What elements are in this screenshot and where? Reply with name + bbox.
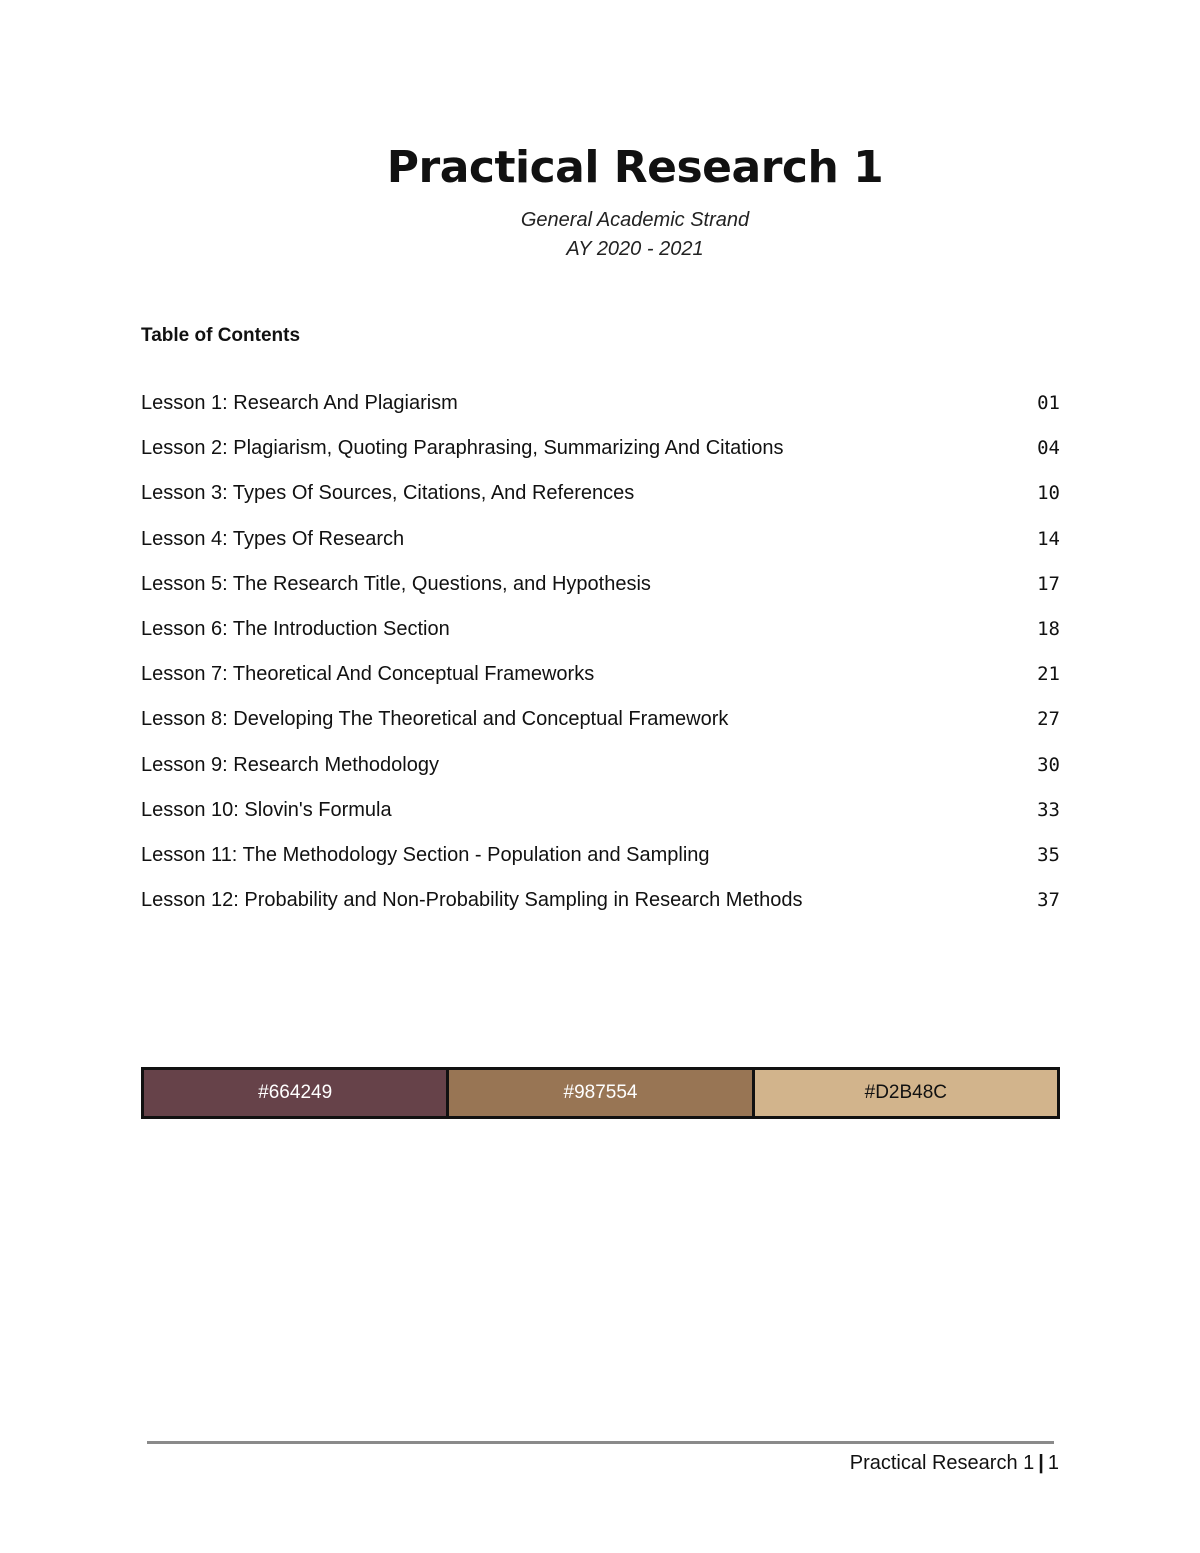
table-of-contents — [141, 389, 1060, 931]
toc-entry-5[interactable] — [141, 570, 1060, 615]
toc-entry-label: Lesson 3: Types Of Sources, Citations, And References — [141, 482, 635, 505]
toc-entry-label: Lesson 11: The Methodology Section - Population and Sampling — [141, 843, 710, 866]
toc-entry-page: 17 — [1037, 572, 1060, 595]
toc-entry-label: Lesson 4: Types Of Research — [141, 527, 405, 550]
color-swatch-medium-brown: #987554 — [449, 1070, 754, 1116]
toc-entry-label: Lesson 8: Developing The Theoretical and Conceptual Framework — [141, 708, 729, 731]
academic-year: AY 2020 - 2021 — [566, 238, 704, 260]
toc-entry-page: 27 — [1037, 708, 1060, 731]
color-palette — [141, 1067, 1060, 1119]
footer-separator: | — [1038, 1452, 1044, 1474]
toc-entry-page: 35 — [1037, 843, 1060, 866]
page-footer — [850, 1452, 1059, 1475]
color-swatch-dark-brown: #664249 — [144, 1070, 449, 1116]
toc-entry-page: 18 — [1037, 617, 1060, 640]
toc-entry-label: Lesson 1: Research And Plagiarism — [141, 392, 458, 414]
toc-heading: Table of Contents — [141, 325, 301, 346]
toc-entry-page: 21 — [1037, 663, 1060, 686]
toc-entry-label: Lesson 2: Plagiarism, Quoting Paraphrasing, Summarizing And Citations — [141, 437, 784, 460]
toc-entry-1[interactable] — [141, 389, 1060, 434]
toc-entry-page: 10 — [1037, 482, 1060, 505]
footer-divider — [147, 1441, 1054, 1444]
toc-entry-4[interactable] — [141, 525, 1060, 570]
toc-entry-10[interactable] — [141, 796, 1060, 841]
toc-entry-9[interactable] — [141, 751, 1060, 796]
toc-entry-label: Lesson 12: Probability and Non-Probability Sampling in Research Methods — [141, 889, 803, 912]
toc-entry-label: Lesson 5: The Research Title, Questions, and Hypothesis — [141, 572, 651, 595]
toc-entry-page: 30 — [1037, 753, 1060, 776]
toc-entry-page: 37 — [1037, 889, 1060, 912]
toc-entry-6[interactable] — [141, 615, 1060, 660]
toc-entry-3[interactable] — [141, 479, 1060, 524]
toc-entry-page: 33 — [1037, 798, 1060, 821]
toc-entry-2[interactable] — [141, 434, 1060, 479]
footer-page-number: 1 — [1047, 1452, 1059, 1474]
color-swatch-tan: #D2B48C — [755, 1070, 1057, 1116]
strand-subtitle: General Academic Strand — [520, 209, 750, 231]
toc-entry-7[interactable] — [141, 660, 1060, 705]
toc-entry-page: 01 — [1037, 392, 1060, 414]
toc-entry-label: Lesson 7: Theoretical And Conceptual Frameworks — [141, 663, 595, 686]
toc-entry-page: 04 — [1037, 437, 1060, 460]
toc-entry-12[interactable] — [141, 886, 1060, 931]
toc-entry-label: Lesson 6: The Introduction Section — [141, 617, 450, 640]
footer-title: Practical Research 1 — [849, 1452, 1035, 1474]
toc-entry-11[interactable] — [141, 841, 1060, 886]
toc-entry-8[interactable] — [141, 705, 1060, 750]
toc-entry-page: 14 — [1037, 527, 1060, 550]
toc-entry-label: Lesson 10: Slovin's Formula — [141, 798, 392, 821]
toc-entry-label: Lesson 9: Research Methodology — [141, 753, 439, 776]
document-title: Practical Research 1 — [386, 142, 884, 193]
